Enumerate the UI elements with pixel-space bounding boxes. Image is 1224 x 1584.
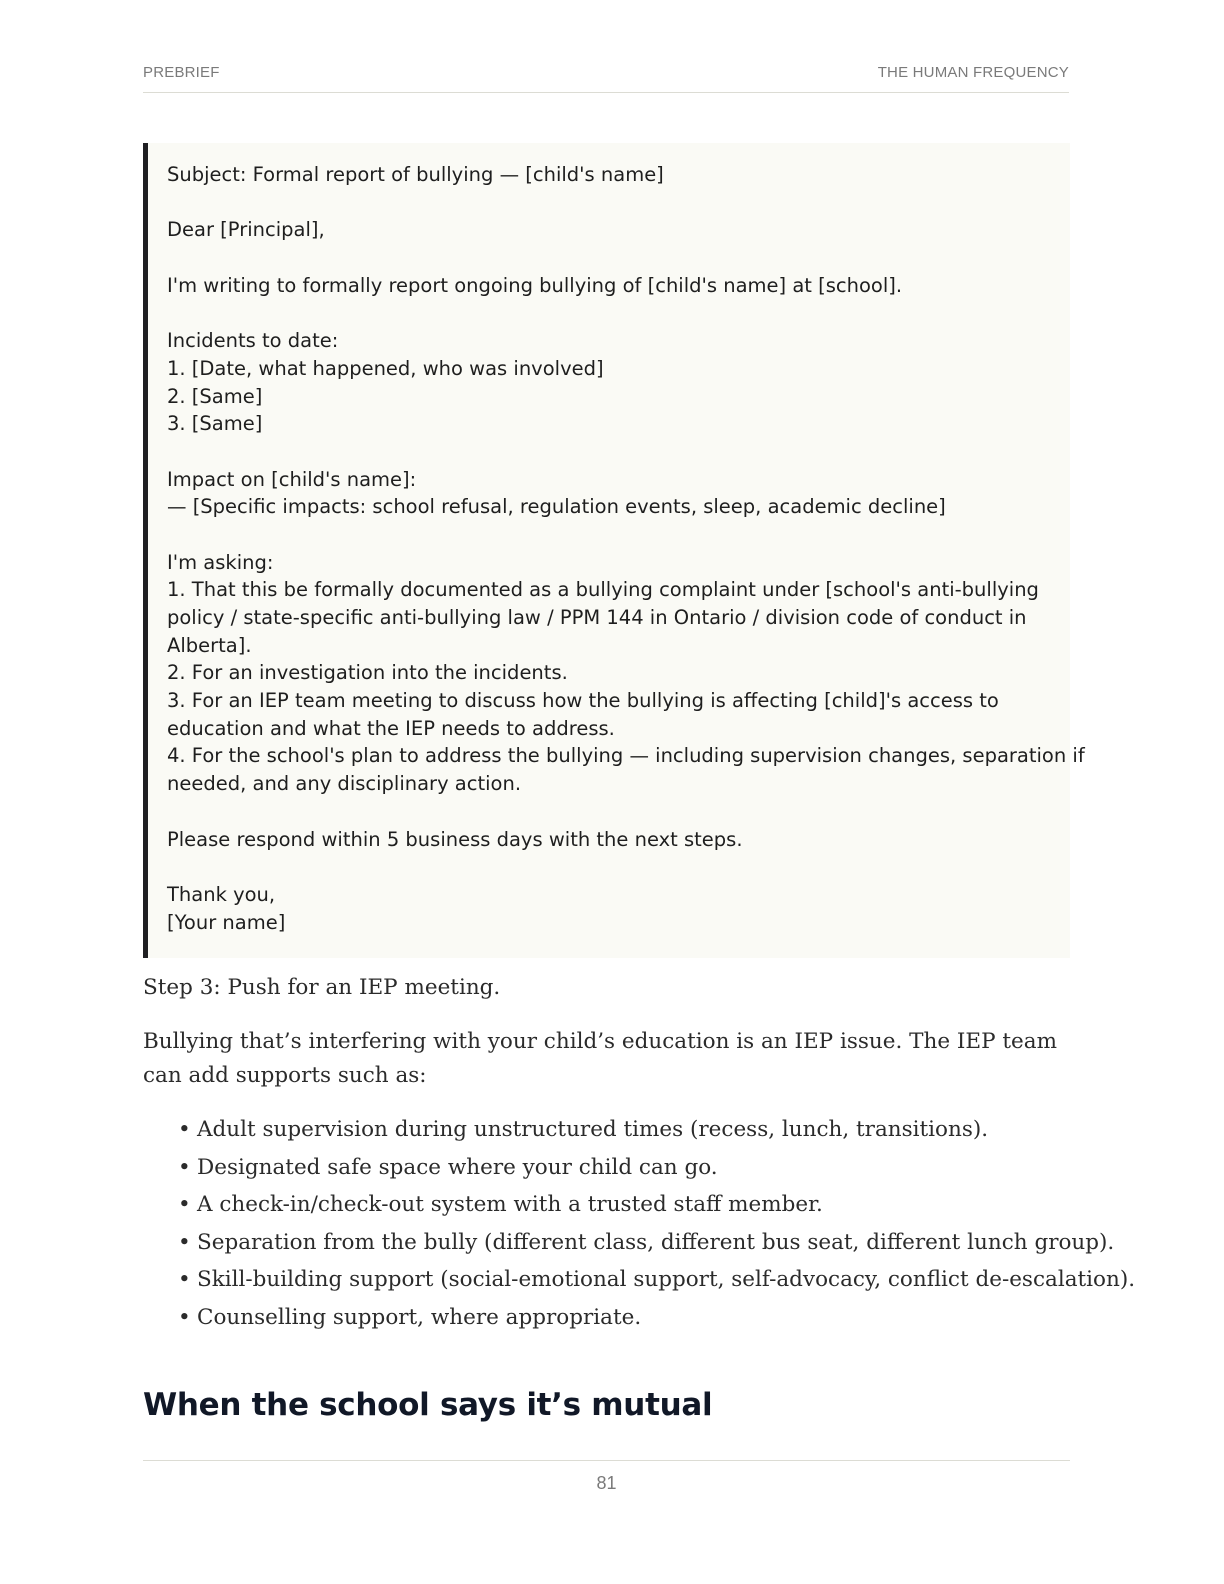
letter-asking-line: 3. For an IEP team meeting to discuss how the bullying is affecting [child]'s access to xyxy=(167,689,999,713)
letter-asking-heading: I'm asking: xyxy=(167,550,274,574)
list-item xyxy=(143,1149,1070,1187)
letter-respond-request: Please respond within 5 business days with the next steps. xyxy=(167,827,743,851)
letter-impact-heading: Impact on [child's name]: xyxy=(167,467,417,491)
letter-subject: Subject: Formal report of bullying — [child's name] xyxy=(167,163,664,186)
bullet-icon: • xyxy=(178,1192,191,1218)
letter-asking-line: needed, and any disciplinary action. xyxy=(167,772,522,796)
list-item-text: A check-in/check-out system with a trusted staff member. xyxy=(197,1192,823,1218)
list-item-text: Adult supervision during unstructured times (recess, lunch, transitions). xyxy=(197,1117,989,1142)
bullet-icon: • xyxy=(178,1154,191,1180)
list-item xyxy=(143,1111,1070,1149)
letter-impact-text: — [Specific impacts: school refusal, regulation events, sleep, academic decline] xyxy=(167,495,946,519)
list-item xyxy=(143,1224,1115,1262)
letter-incident-item: 2. [Same] xyxy=(167,384,263,408)
list-item-text: Counselling support, where appropriate. xyxy=(197,1304,642,1330)
list-item-text: Designated safe space where your child can go. xyxy=(197,1154,718,1180)
list-item xyxy=(143,1299,1070,1337)
body-paragraph: Bullying that’s interfering with your child’s education is an IEP issue. The IEP team can add supports such as: xyxy=(143,1029,1057,1088)
bullet-icon: • xyxy=(178,1229,191,1255)
letter-asking-line: 1. That this be formally documented as a bullying complaint under [school's anti-bullying xyxy=(167,578,1039,602)
letter-signature: [Your name] xyxy=(167,910,286,934)
page-number: 81 xyxy=(596,1473,617,1493)
header-left-label: PREBRIEF xyxy=(143,64,220,81)
section-heading: When the school says it’s mutual xyxy=(143,1387,713,1423)
letter-asking-line: Alberta]. xyxy=(167,633,252,657)
bullet-icon: • xyxy=(178,1267,191,1293)
letter-incidents-heading: Incidents to date: xyxy=(167,329,339,353)
list-item xyxy=(143,1186,1070,1224)
letter-closing: Thank you, xyxy=(167,882,276,906)
letter-incident-item: 3. [Same] xyxy=(167,412,263,436)
page-header xyxy=(143,62,1069,93)
bullet-icon: • xyxy=(178,1117,191,1142)
letter-asking-line: policy / state-specific anti-bullying law / PPM 144 in Ontario / division code of conduct in xyxy=(167,606,1027,629)
letter-greeting: Dear [Principal], xyxy=(167,218,325,242)
letter-asking-line: education and what the IEP needs to address. xyxy=(167,716,615,740)
step-heading: Step 3: Push for an IEP meeting. xyxy=(143,975,501,1000)
letter-asking-line: 2. For an investigation into the incidents. xyxy=(167,661,568,685)
bullet-icon: • xyxy=(178,1304,191,1330)
letter-incident-item: 1. [Date, what happened, who was involved] xyxy=(167,356,604,380)
list-item-text: Separation from the bully (different class, different bus seat, different lunch group). xyxy=(197,1229,1115,1255)
supports-list xyxy=(143,1111,1136,1337)
list-item-text: Skill-building support (social-emotional support, self-advocacy, conflict de-escalation). xyxy=(197,1267,1136,1293)
header-right-label: THE HUMAN FREQUENCY xyxy=(877,64,1069,81)
letter-asking-line: 4. For the school's plan to address the bullying — including supervision changes, separation if xyxy=(167,744,1085,768)
page-footer xyxy=(143,1460,1070,1494)
letter-intro: I'm writing to formally report ongoing bullying of [child's name] at [school]. xyxy=(167,273,903,297)
list-item xyxy=(143,1261,1136,1299)
letter-template-block xyxy=(143,143,1085,958)
